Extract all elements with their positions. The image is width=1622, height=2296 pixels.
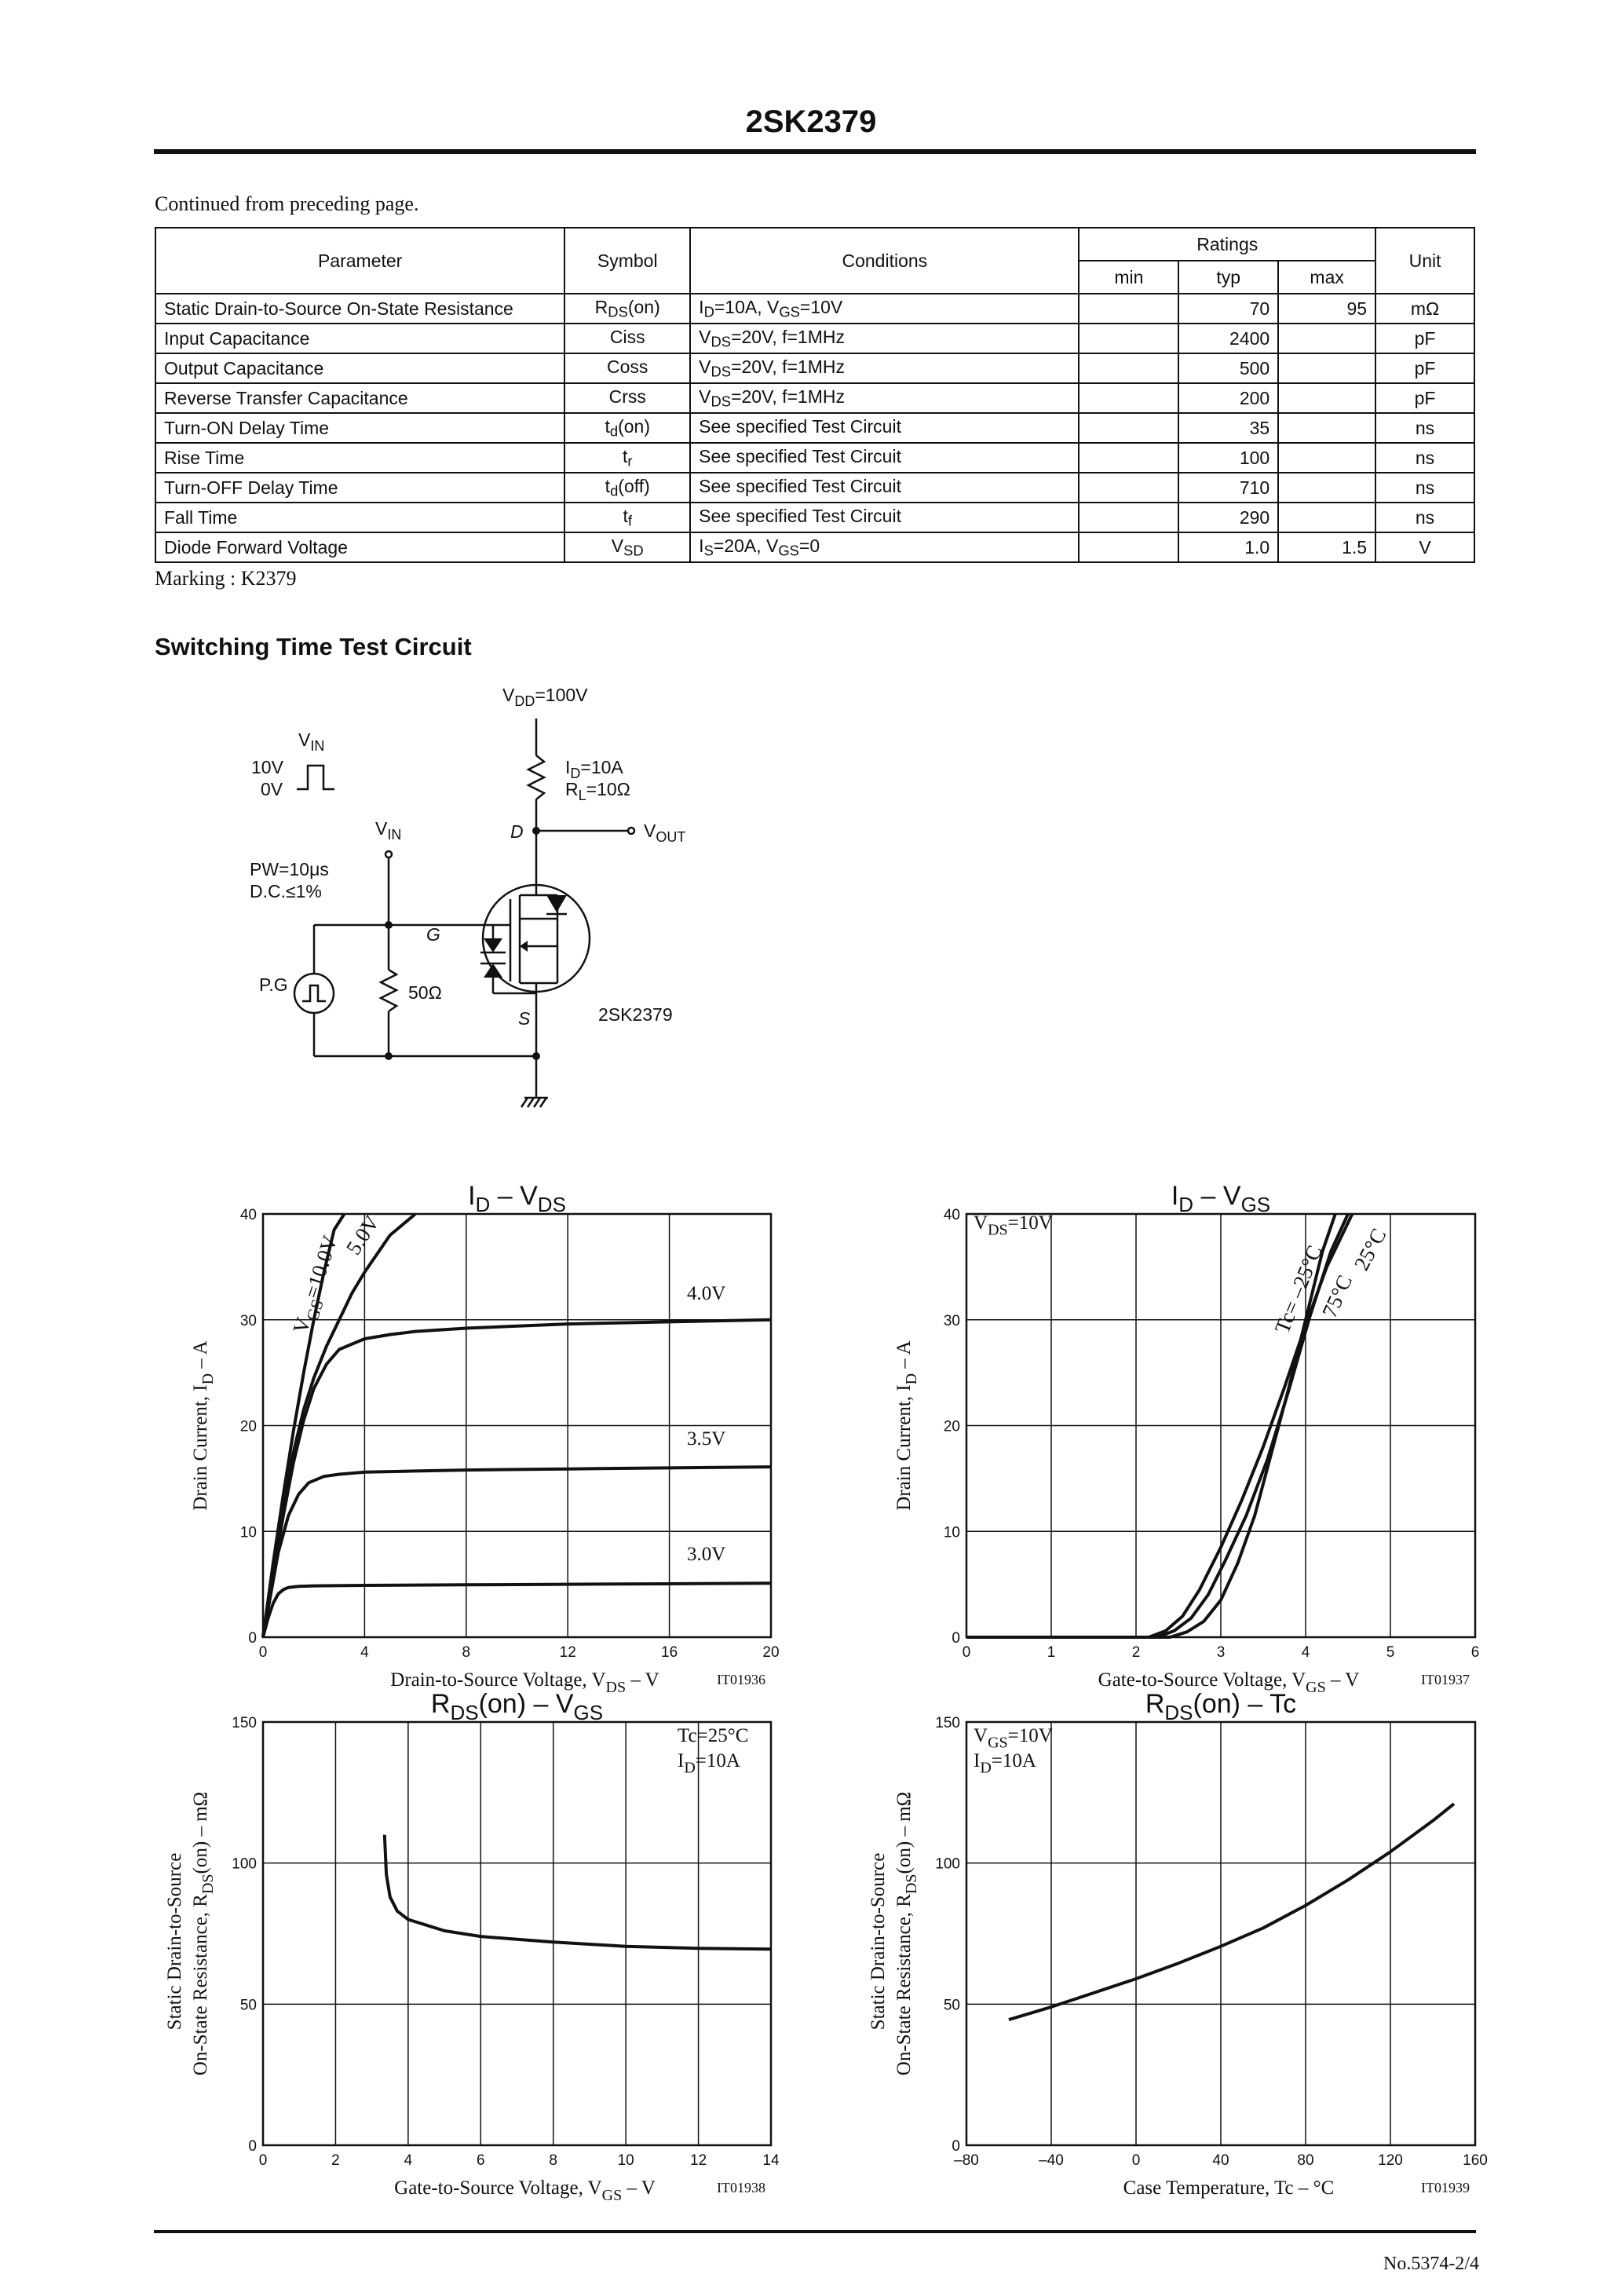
chart-4	[868, 1689, 1488, 2199]
cell-symbol: $t_d(off)$	[564, 473, 690, 503]
series-label-tc-25: Tc= –25°C	[1269, 1241, 1327, 1337]
th-min: min	[1079, 261, 1178, 294]
cell-symbol: Ciss	[564, 324, 690, 353]
series-label-75c: 75°C	[1317, 1271, 1357, 1322]
label-dc: D.C.≤1%	[250, 881, 322, 901]
x-axis-label: Gate-to-Source Voltage, $V_{GS}$ – V	[394, 2177, 656, 2204]
cell-parameter: Fall Time	[155, 503, 564, 532]
x-tick-label: 16	[661, 1644, 678, 1661]
y-tick-label: 100	[232, 1855, 257, 1873]
cell-symbol: $t_d(on)$	[564, 413, 690, 443]
chart-title: $R_{DS}(on) - V_{GS}$	[430, 1689, 604, 1725]
cell-parameter: Turn-ON Delay Time	[155, 413, 564, 443]
chart-annotation-id: $I_D=10A$	[678, 1750, 740, 1777]
x-tick-label: 4	[404, 2152, 413, 2169]
chart-annotation-tc: Tc=25°C	[678, 1725, 749, 1746]
th-parameter: Parameter	[155, 228, 564, 294]
cell-unit: ns	[1375, 473, 1474, 503]
label-vin-pulse: $V_{IN}$	[298, 729, 325, 754]
label-drain: D	[510, 821, 524, 842]
cell-parameter: Diode Forward Voltage	[155, 532, 564, 562]
x-tick-label: 3	[1216, 1644, 1226, 1661]
series-label-4v: 4.0V	[687, 1283, 726, 1304]
x-tick-label: 0	[1131, 2152, 1141, 2169]
y-tick-label: 20	[943, 1418, 960, 1435]
cell-parameter: Output Capacitance	[155, 353, 564, 383]
y-tick-label: 40	[943, 1207, 960, 1223]
y-axis-label: On-State Resistance, $R_{DS}(on)$ – mΩ	[190, 1791, 217, 2076]
x-tick-label: 10	[617, 2152, 634, 2169]
x-tick-label: 1	[1047, 1644, 1056, 1661]
x-tick-label: 4	[360, 1644, 369, 1661]
plot-frame	[263, 1722, 771, 2145]
figure-code: IT01936	[717, 1672, 765, 1687]
cell-typ: 35	[1178, 413, 1278, 443]
x-tick-label: 2	[1131, 1644, 1141, 1661]
x-tick-label: 12	[690, 2152, 707, 2169]
x-tick-label: 4	[1301, 1644, 1310, 1661]
th-ratings: Ratings	[1079, 228, 1375, 261]
y-tick-label: 10	[943, 1524, 960, 1541]
cell-symbol: $t_r$	[564, 443, 690, 473]
th-symbol: Symbol	[564, 228, 690, 294]
x-tick-label: 0	[258, 2152, 268, 2169]
cell-parameter: Input Capacitance	[155, 324, 564, 353]
x-tick-label: 0	[258, 1644, 268, 1661]
y-tick-label: 0	[952, 1630, 960, 1647]
chart-annotation-id: $I_D=10A$	[974, 1750, 1036, 1777]
series-label-3v: 3.0V	[687, 1544, 726, 1565]
label-source: S	[518, 1008, 531, 1029]
y-axis-label: On-State Resistance, $R_{DS}(on)$ – mΩ	[893, 1791, 920, 2076]
series-line	[263, 1583, 771, 1637]
x-tick-label: –80	[954, 2152, 979, 2169]
series-label-vgs10: $V_{GS}=10.0V$	[288, 1232, 342, 1336]
th-conditions: Conditions	[690, 228, 1079, 294]
x-tick-label: 12	[559, 1644, 576, 1661]
label-gate: G	[426, 924, 440, 945]
x-tick-label: 40	[1212, 2152, 1229, 2169]
cell-unit: pF	[1375, 383, 1474, 413]
cell-parameter: Turn-OFF Delay Time	[155, 473, 564, 503]
cell-typ: 1.0	[1178, 532, 1278, 562]
cell-conditions: See specified Test Circuit	[690, 503, 1079, 532]
y-tick-label: 0	[952, 2138, 960, 2155]
cell-conditions: $I_S=20A$, $V_{GS}=0$	[690, 532, 1079, 562]
series-label-5v: 5.0V	[341, 1211, 385, 1260]
y-tick-label: 10	[239, 1524, 257, 1541]
y-tick-label: 0	[248, 2138, 257, 2155]
x-tick-label: 6	[476, 2152, 485, 2169]
chart-2	[893, 1181, 1479, 1696]
cell-unit: ns	[1375, 503, 1474, 532]
label-rl: $R_L=10\Omega$	[565, 779, 630, 803]
y-tick-label: 40	[239, 1207, 257, 1223]
cell-typ: 500	[1178, 353, 1278, 383]
series-line	[263, 1320, 771, 1637]
series-label-25c: 25°C	[1349, 1224, 1391, 1274]
continued-note: Continued from preceding page.	[155, 192, 419, 215]
cell-conditions: $V_{DS}=20V$, f=1MHz	[690, 353, 1079, 383]
label-id: $I_D=10A$	[565, 757, 623, 781]
cell-typ: 100	[1178, 443, 1278, 473]
cell-conditions: See specified Test Circuit	[690, 413, 1079, 443]
cell-conditions: See specified Test Circuit	[690, 443, 1079, 473]
y-tick-label: 30	[239, 1312, 257, 1329]
label-10v: 10V	[251, 757, 283, 777]
cell-conditions: $V_{DS}=20V$, f=1MHz	[690, 324, 1079, 353]
cell-max: 1.5	[1278, 532, 1375, 562]
x-axis-label: Gate-to-Source Voltage, $V_{GS}$ – V	[1098, 1669, 1360, 1696]
cell-unit: V	[1375, 532, 1474, 562]
figure-code: IT01939	[1421, 2180, 1470, 2195]
label-pw: PW=10μs	[250, 859, 329, 879]
y-axis-label-line1: Static Drain-to-Source	[164, 1852, 185, 2031]
y-tick-label: 30	[943, 1312, 960, 1329]
x-tick-label: 6	[1470, 1644, 1480, 1661]
y-tick-label: 20	[239, 1418, 257, 1435]
x-axis-label: Case Temperature, Tc – °C	[1123, 2177, 1335, 2199]
cell-symbol: $R_{DS}(on)$	[564, 294, 690, 324]
x-tick-label: 0	[962, 1644, 971, 1661]
section-title: Switching Time Test Circuit	[155, 633, 472, 660]
y-tick-label: 150	[232, 1715, 257, 1731]
cell-parameter: Rise Time	[155, 443, 564, 473]
x-tick-label: 160	[1463, 2152, 1488, 2169]
cell-symbol: $t_f$	[564, 503, 690, 532]
cell-typ: 710	[1178, 473, 1278, 503]
cell-typ: 2400	[1178, 324, 1278, 353]
cell-conditions: See specified Test Circuit	[690, 473, 1079, 503]
label-vout: $V_{OUT}$	[644, 821, 686, 845]
x-tick-label: 14	[762, 2152, 780, 2169]
x-tick-label: 8	[549, 2152, 558, 2169]
y-tick-label: 50	[239, 1997, 257, 2014]
cell-unit: pF	[1375, 324, 1474, 353]
series-line	[385, 1835, 771, 1950]
cell-unit: ns	[1375, 413, 1474, 443]
cell-symbol: Crss	[564, 383, 690, 413]
x-tick-label: 80	[1297, 2152, 1314, 2169]
cell-typ: 290	[1178, 503, 1278, 532]
label-vin: $V_{IN}$	[375, 818, 402, 843]
cell-conditions: $V_{DS}=20V$, f=1MHz	[690, 383, 1079, 413]
label-vdd: $V_{DD}=100V$	[502, 685, 588, 709]
x-tick-label: 5	[1386, 1644, 1395, 1661]
x-tick-label: 120	[1378, 2152, 1403, 2169]
y-axis-label: Drain Current, $I_D$ – A	[190, 1340, 217, 1511]
cell-conditions: $I_D=10A$, $V_{GS}=10V$	[690, 294, 1079, 324]
cell-unit: pF	[1375, 353, 1474, 383]
cell-typ: 200	[1178, 383, 1278, 413]
y-tick-label: 50	[943, 1997, 960, 2014]
y-axis-label: Drain Current, $I_D$ – A	[893, 1340, 920, 1511]
chart-annotation-vds: $V_{DS}=10V$	[974, 1212, 1053, 1239]
figure-code: IT01937	[1421, 1672, 1470, 1687]
th-typ: typ	[1178, 261, 1278, 294]
y-tick-label: 0	[248, 1630, 257, 1647]
x-tick-label: 8	[462, 1644, 471, 1661]
chart-title: $I_D - V_{DS}$	[468, 1181, 566, 1217]
cell-symbol: Coss	[564, 353, 690, 383]
page-title: 2SK2379	[745, 104, 877, 139]
page-number: No.5374-2/4	[1383, 2254, 1479, 2274]
y-axis-label-line1: Static Drain-to-Source	[868, 1852, 889, 2031]
x-tick-label: 20	[762, 1644, 780, 1661]
th-unit: Unit	[1375, 228, 1474, 294]
footer-rule	[154, 2230, 1476, 2233]
label-device: 2SK2379	[598, 1004, 673, 1025]
label-0v: 0V	[261, 779, 283, 799]
figure-code: IT01938	[717, 2180, 765, 2195]
series-line	[1009, 1804, 1454, 2020]
cell-parameter: Reverse Transfer Capacitance	[155, 383, 564, 413]
cell-max: 95	[1278, 294, 1375, 324]
x-tick-label: –40	[1039, 2152, 1064, 2169]
chart-annotation-vgs: $V_{GS}=10V$	[974, 1725, 1053, 1752]
cell-parameter: Static Drain-to-Source On-State Resistance	[155, 294, 564, 324]
cell-unit: mΩ	[1375, 294, 1474, 324]
cell-unit: ns	[1375, 443, 1474, 473]
y-tick-label: 100	[935, 1855, 960, 1873]
series-label-3-5v: 3.5V	[687, 1428, 726, 1450]
y-tick-label: 150	[935, 1715, 960, 1731]
label-50ohm: 50Ω	[408, 982, 442, 1003]
x-axis-label: Drain-to-Source Voltage, $V_{DS}$ – V	[390, 1669, 659, 1696]
cell-symbol: $V_{SD}$	[564, 532, 690, 562]
th-max: max	[1278, 261, 1375, 294]
chart-title: $R_{DS}(on)$ – Tc	[1145, 1689, 1297, 1725]
label-pg: P.G	[259, 974, 288, 995]
chart-title: $I_D - V_{GS}$	[1171, 1181, 1271, 1217]
cell-typ: 70	[1178, 294, 1278, 324]
x-tick-label: 2	[331, 2152, 340, 2169]
marking-note: Marking : K2379	[155, 567, 297, 590]
